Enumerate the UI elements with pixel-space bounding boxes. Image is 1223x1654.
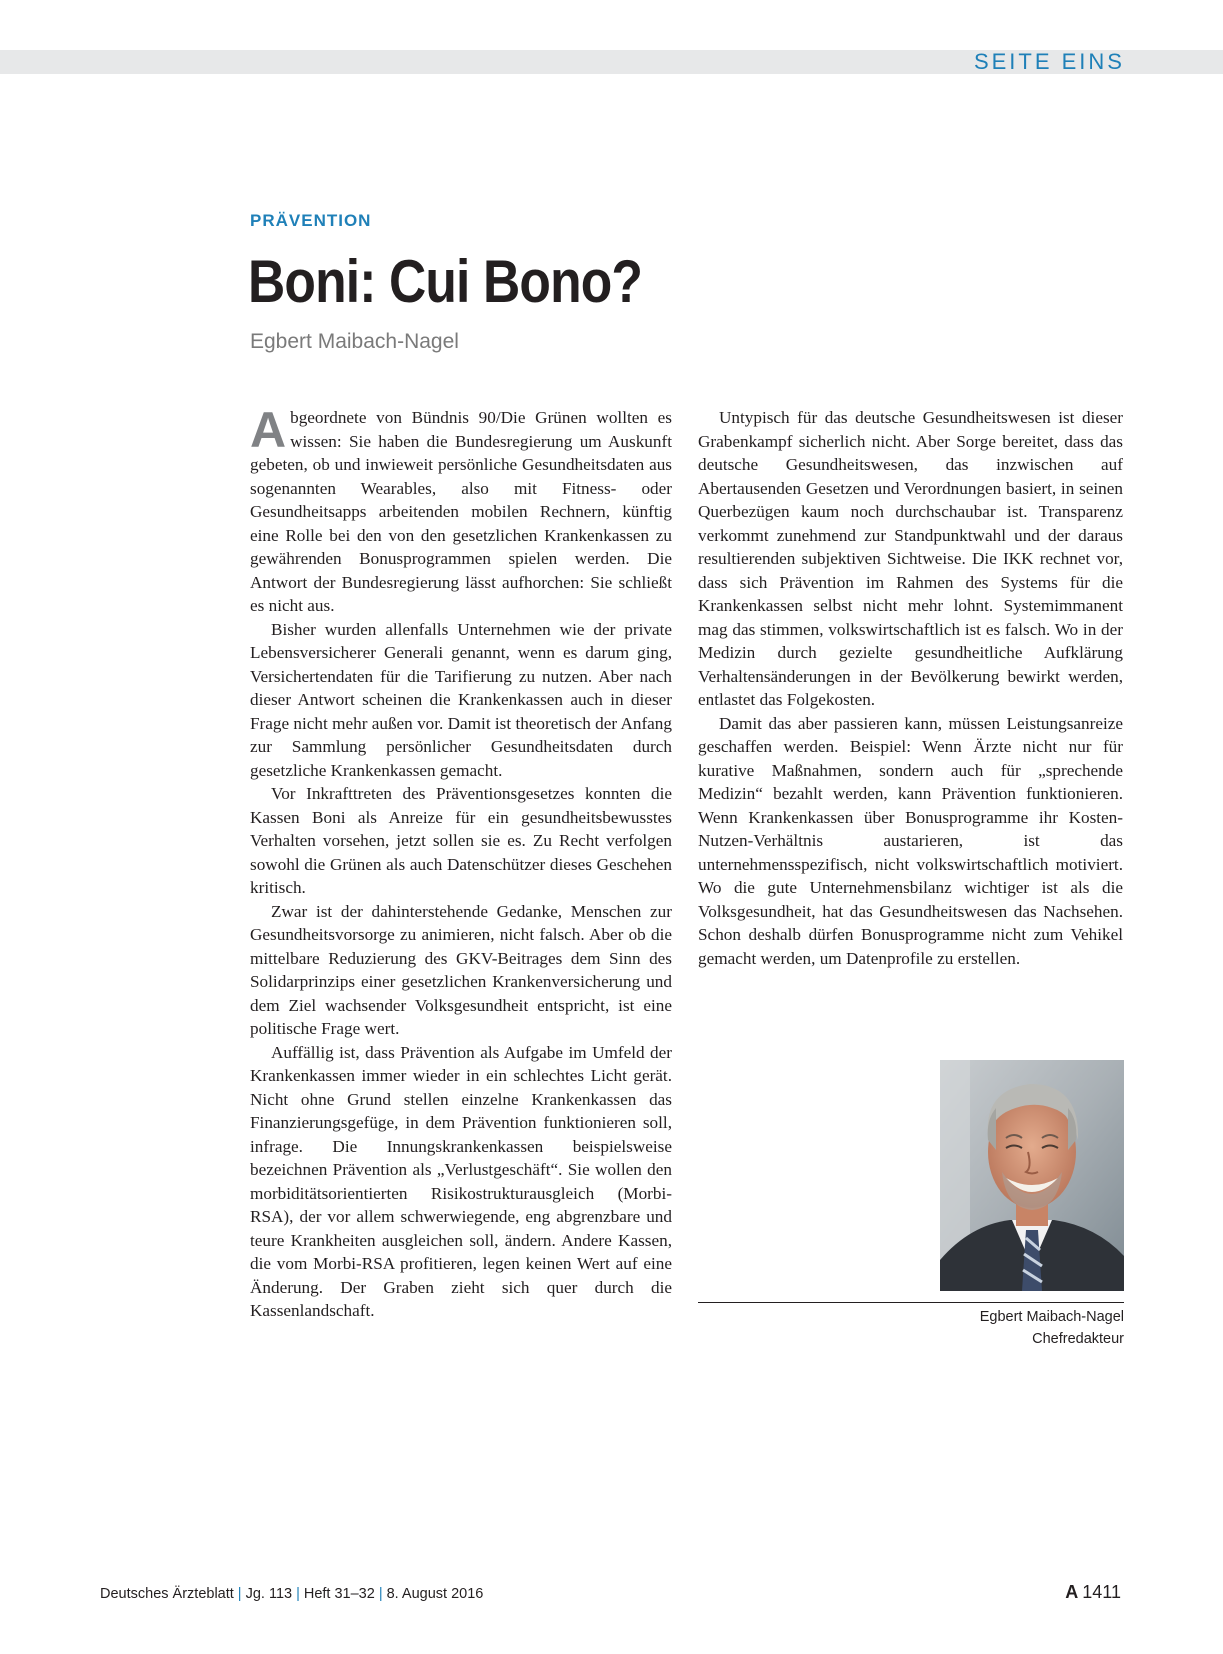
- journal-name: Deutsches Ärzteblatt: [100, 1586, 234, 1602]
- paragraph: Damit das aber passieren kann, müssen Leistungsanreize geschaffen werden. Beispiel: Wenn Ärzte nicht nur für kurative Maßnahmen, sondern auch für „sprechende Medizin“ bezahlt werden, kann Prävention funktionieren. Wenn Krankenkassen über Bonusprogramme ihr Kosten-Nutzen-Verhältnis austarieren, ist das unternehmensspezifisch, nicht volkswirtschaftlich motiviert. Wo die gute Unternehmensbilanz wichtiger ist als die Volksgesundheit, hat das Gesundheitswesen das Nachsehen. Schon deshalb dürfen Bonusprogramme nicht zum Vehikel gemacht werden, um Datenprofile zu erstellen.: [698, 713, 1123, 968]
- paragraph: Untypisch für das deutsche Gesundheitswesen ist dieser Grabenkampf sicherlich nicht. Aber Sorge bereitet, dass das deutsche Gesundheitswesen, das inzwischen auf Abertausenden Gesetzen und Verordnungen basiert, in seinen Querbezügen kaum noch durchschaubar ist. Transparenz verkommt zunehmend zur Standpunktwahl und der daraus resultierenden subjektiven Sichtweise. Die IKK rechnet vor, dass sich Prävention im Rahmen des Systems für die Krankenkassen selbst nicht mehr lohnt. Systemimmanent mag das stimmen, volkswirtschaftlich ist es falsch. Wo in der Medizin durch gezielte gesundheitliche Aufklärung Verhaltensänderungen in der Bevölkerung bewirkt werden, entlastet das Folgekosten.: [698, 408, 1123, 709]
- caption-rule: [698, 1302, 1124, 1303]
- issue-date: 8. August 2016: [386, 1586, 484, 1602]
- footer-separator: |: [296, 1586, 300, 1602]
- article-column-right: [698, 406, 1123, 970]
- paragraph: Bisher wurden allenfalls Unternehmen wie der private Lebensversicherer Generali genannt, wenn es darum ging, Versichertendaten für die Tarifierung zu nutzen. Aber nach dieser Antwort scheinen die Krankenkassen auch in dieser Frage nicht mehr außen vor. Damit ist theoretisch der Anfang zur Sammlung persönlicher Gesundheitsdaten durch gesetzliche Krankenkassen gemacht.: [250, 619, 672, 780]
- article-kicker: PRÄVENTION: [250, 211, 372, 230]
- footer-citation: [100, 1586, 483, 1602]
- page-prefix: A: [1065, 1582, 1079, 1602]
- page-number-value: 1411: [1082, 1582, 1121, 1602]
- footer-separator: |: [378, 1586, 383, 1602]
- article-author: Egbert Maibach-Nagel: [250, 330, 459, 353]
- footer-separator: |: [237, 1586, 242, 1602]
- drop-cap: A: [250, 402, 287, 458]
- volume: Jg. 113: [245, 1586, 293, 1602]
- paragraph: Vor Inkrafttreten des Präventionsgesetzes konnten die Kassen Boni als Anreize für ein gesundheitsbewusstes Verhalten vorsehen, jetzt sollen sie es. Zu Recht verfolgen sowohl die Grünen als auch Datenschützer dieses Geschehen kritisch.: [250, 784, 672, 897]
- caption-name: Egbert Maibach-Nagel: [979, 1309, 1124, 1325]
- paragraph: Zwar ist der dahinterstehende Gedanke, Menschen zur Gesundheitsvorsorge zu animieren, nicht falsch. Aber ob die mittelbare Reduzierung des GKV-Beitrages dem Sinn des Solidarprinzips einer gesetzlichen Krankenversicherung und dem Ziel wachsender Volksgesundheit entspricht, ist eine politische Frage wert.: [250, 901, 672, 1038]
- article-column-left: [250, 402, 672, 1323]
- section-label: SEITE EINS: [973, 49, 1125, 74]
- issue: Heft 31–32: [303, 1586, 375, 1602]
- page-number: [1065, 1582, 1121, 1603]
- paragraph: Auffällig ist, dass Prävention als Aufgabe im Umfeld der Krankenkassen immer wieder in ein schlechtes Licht gerät. Nicht ohne Grund stellen einzelne Krankenkassen das Finanzierungsgefüge, in dem Prävention funktionieren soll, infrage. Die Innungskrankenkassen beispielsweise bezeichnen Prävention als „Verlustgeschäft“. Sie wollen den morbiditätsorientierten Risikostrukturausgleich (Morbi-RSA), der vor allem schwerwiegende, eng abgrenzbare und teure Krankheiten ausgleichen soll, ändern. Andere Kassen, die vom Morbi-RSA profitieren, legen keinen Wert auf eine Änderung. Der Graben zieht sich quer durch die Kassenlandschaft.: [250, 1042, 672, 1320]
- paragraph-text: bgeordnete von Bündnis 90/Die Grünen wollten es wissen: Sie haben die Bundesregierung um Auskunft gebeten, ob und inwieweit persönliche Gesundheitsdaten aus sogenannten Wearables, also mit Fitness- oder Gesundheitsapps arbeitenden mobilen Rechnern, künftig eine Rolle bei den von den gesetzlichen Krankenkassen zu gewährenden Bonusprogrammen spielen werden. Die Antwort der Bundesregierung lässt aufhorchen: Sie schließt es nicht aus.: [250, 408, 672, 615]
- article-title: Boni: Cui Bono?: [248, 248, 643, 315]
- author-portrait-photo: [940, 1060, 1124, 1291]
- caption-role: Chefredakteur: [1032, 1331, 1124, 1347]
- photo-caption: [980, 1306, 1124, 1350]
- paragraph: [250, 402, 672, 618]
